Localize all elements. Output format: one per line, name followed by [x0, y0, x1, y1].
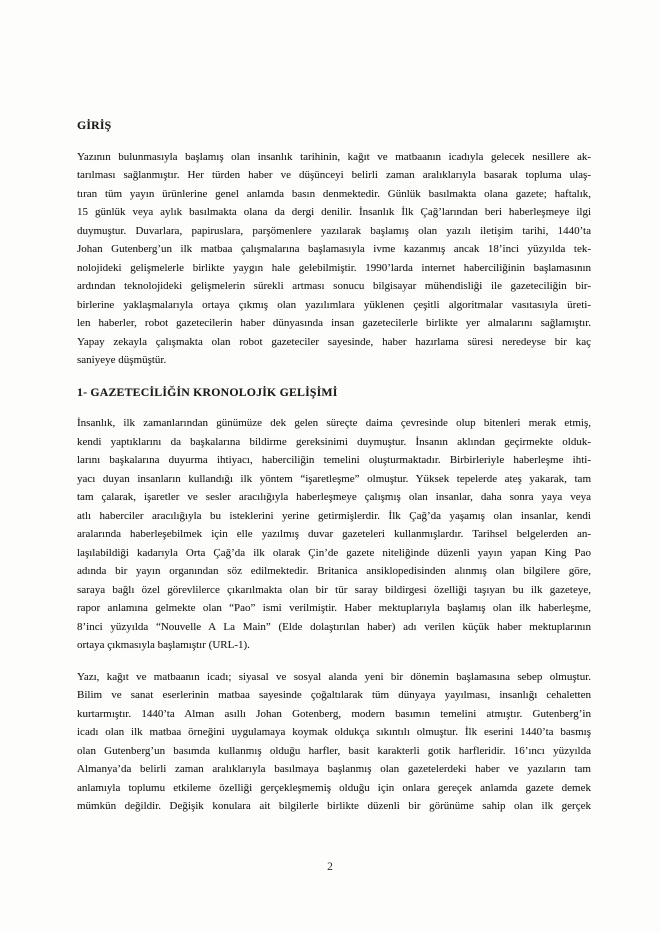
text-line: laşılabildiği kadarıyla Orta Çağ’da ilk olarak Çin’de gazete niteliğinde düzenli yayın yapan King Pao: [77, 546, 591, 559]
text-line: birlerine yaklaşmalarıyla ortaya çıkmış olan yazılımlara yüklenen çeşitli algoritmalar vasıtasıyla üreti-: [77, 298, 591, 311]
text-line: rapor anlamına gelmekte olan “Pao” ismi verilmiştir. Haber mektuplarıyla başlamış olan ilk haberleşme,: [77, 602, 591, 614]
text-line: ardından teknolojideki gelişmelerin sürekli artması sonucu bilgisayar mühendisliği ile gazeteciliğin bir-: [77, 280, 591, 292]
text-line: tam çalarak, işaretler ve sesler aracılığıyla haberleşmeye çalışmış olan insanlar, daha sonra yaya veya: [77, 491, 591, 503]
text-line: 15 günlük veya aylık basılmakta olana da dergi denilir. İnsanlık İlk Çağ’larından beri haberleşmeye ilgi: [77, 206, 591, 218]
text-line: mümkün değildir. Değişik konulara ait bilgilerle birlikte düzenli bir görünüme sahip olan ilk gerçek: [77, 800, 591, 812]
text-line: nolojideki gelişmelerle birlikte yaygın hale gelebilmiştir. 1990’larda internet haberciliğinin başlamasının: [77, 261, 591, 274]
text-line: Bilim ve sanat eserlerinin matbaa sayesinde çoğaltılarak tüm dünyaya yayılması, insanlığı cehaletten: [77, 689, 591, 701]
text-line: Johan Gutenberg’un ilk matbaa çalışmalarına başlamasıyla ivme kazanmış ancak 18’inci yüzyılda tek-: [77, 243, 591, 255]
text-line: kurtarmıştır. 1440’ta Alman asıllı Johan Gotenberg, modern basımın temelini atmıştır. Gutenberg’in: [77, 707, 591, 720]
page-number: 2: [327, 861, 333, 873]
text-line: İnsanlık, ilk zamanlarından günümüze dek gelen süreçte daima çevresinde olup bitenleri merak etmiş,: [77, 417, 591, 429]
text-line: kendi yaptıklarını da başkalarına bildirme gereksinimi duymuştur. İnsanın aklından geçirmekte olduk-: [77, 435, 591, 448]
text-line: tıran tüm yayın ürünlerine genel anlamda basın denmektedir. Günlük basılmakta olana gazete; haftalık,: [77, 187, 591, 200]
text-line: yacı duyan insanların kullandığı ilk yöntem “işaretleşme” olmuştur. Yüksek tepelerde ateş yakarak, tam: [77, 472, 591, 485]
page-footer: [0, 861, 660, 873]
text-line: ortaya çıkmasıyla başlamıştır (URL-1).: [77, 639, 250, 651]
text-line: larını başkalarına duyurma ihtiyacı, haberciliğin temelini oluşturmaktadır. Birbirleriyle haberleşme ihti-: [77, 454, 591, 466]
text-line: len haberler, robot gazetecilerin haber dünyasında insan gazetecilerle birlikte yer almalarını sağlamıştır.: [77, 317, 591, 329]
text-line: duymuştur. Duvarlara, papiruslara, parşömenlere yazılarak başlamış olan yazılı iletişim tarihi, 1440’ta: [77, 224, 591, 237]
text-line: Yazı, kağıt ve matbaanın icadı; siyasal ve sosyal alanda yeni bir dönemin başlamasına sebep olmuştur.: [77, 670, 591, 683]
text-line: icadı olan ilk matbaa örneğini uygulamaya koymak oldukça sıkıntılı olmuştur. İlk eserini 1440’ta basmış: [77, 726, 591, 738]
text-line: adında bir yayın organından söz edilmektedir. Britanica ansiklopedisinden alınmış olan bilgilere göre,: [77, 565, 591, 577]
text-line: Yazının bulunmasıyla başlamış olan insanlık tarihinin, kağıt ve matbaanın icadıyla gelecek nesillere ak-: [77, 150, 591, 163]
section-heading: GİRİŞ: [77, 118, 112, 132]
text-line: 8’inci yüzyılda “Nouvelle A La Main” (Elde dolaştırılan haber) adı verilen küçük haber mektuplarının: [77, 620, 591, 633]
paragraph: [77, 668, 591, 816]
paragraph: [77, 148, 591, 370]
section-heading: 1- GAZETECİLİĞİN KRONOLOJİK GELİŞİMİ: [77, 384, 338, 399]
text-line: saniyeye düşmüştür.: [77, 354, 167, 366]
text-line: aralarında haberleşebilmek için elle yazılmış duvar gazeteleri kullanmışlardır. Tarihsel belgelerden an-: [77, 528, 591, 540]
text-line: Yapay zekayla çalışmakta olan robot gazeteciler sayesinde, haber hazırlama süresi neredeyse bir kaç: [77, 335, 591, 348]
text-line: Almanya’da belirli zaman aralıklarıyla basılmaya başlanmış olan gazetelerdeki haber ve yazıların tam: [77, 763, 591, 775]
text-line: tarılması sağlanmıştır. Her türden haber ve düşünceyi belirli zaman aralıklarıyla basarak topluma ulaş-: [77, 169, 591, 181]
text-line: anlamıyla toplumu etkileme özelliği gerçekleşmemiş olduğu için onlara gereçek anlamda gazete demek: [77, 781, 591, 794]
document-content: [77, 116, 591, 829]
text-line: saraya bağlı özel görevlilerce çıkarılmakta olan bir tür saray bildirgesi özelliği taşıyan bu ilk gazeteye,: [77, 583, 591, 596]
paragraph: [77, 414, 591, 655]
text-line: olan Gutenberg’un basımda kullanmış olduğu harfler, basit karakterli gotik harfleridir. 16’ıncı yüzyılda: [77, 744, 591, 757]
text-line: atlı haberciler aracılığıyla bu isteklerini yerine getirmişlerdir. İlk Çağ’da yaşamış olan insanlar, kendi: [77, 509, 591, 522]
